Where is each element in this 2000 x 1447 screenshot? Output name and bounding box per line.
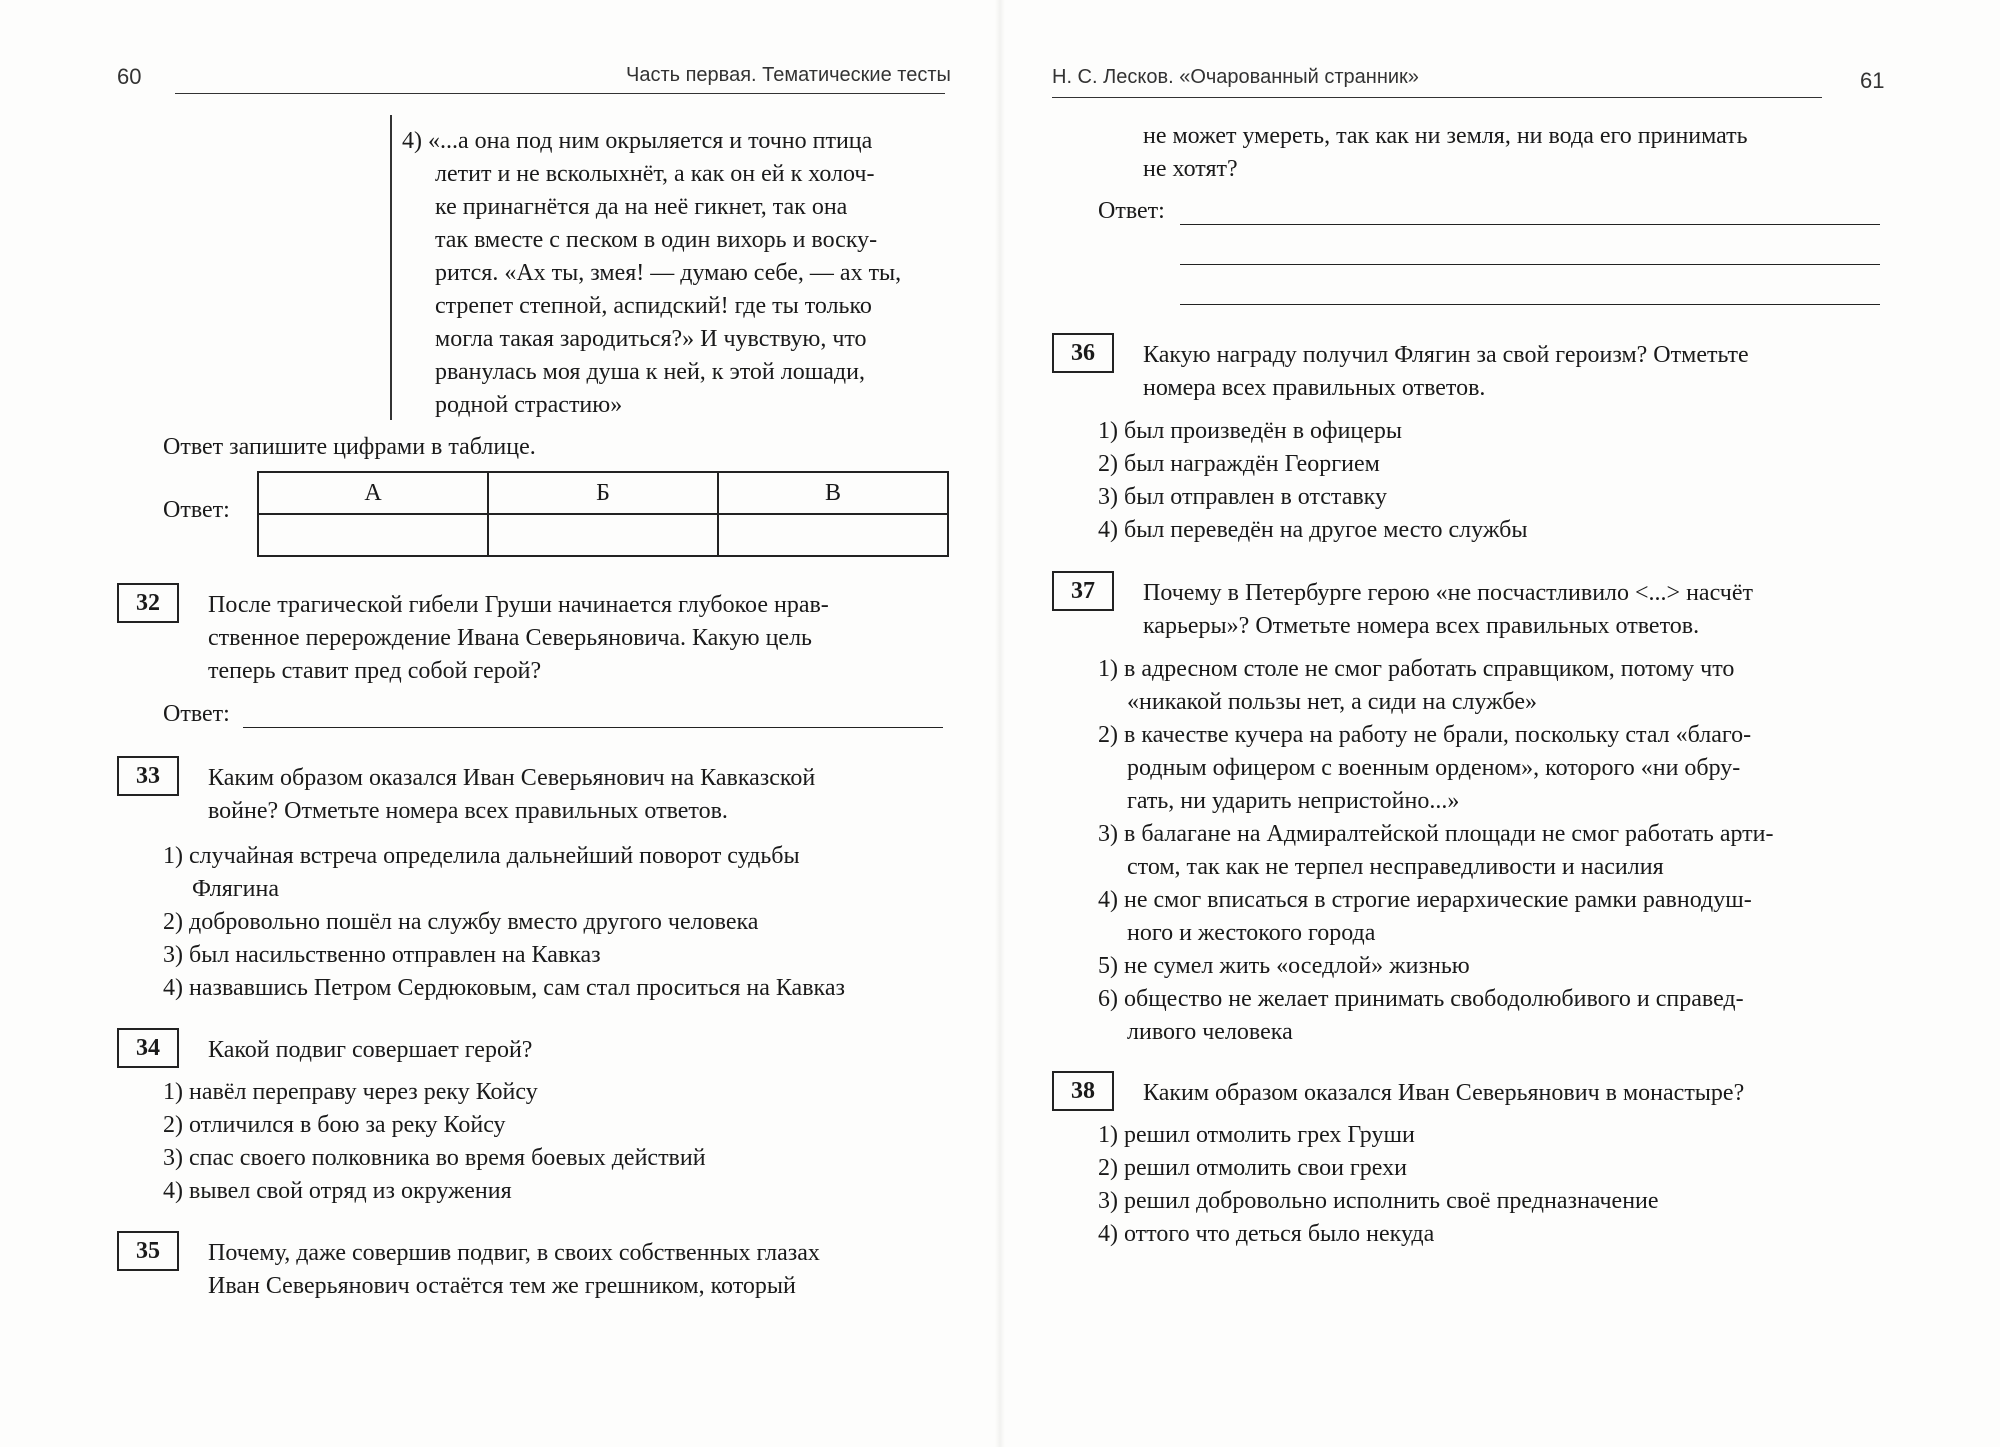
question-number-35: 35 xyxy=(117,1231,179,1271)
table-header-a: А xyxy=(258,472,488,514)
question-text: Каким образом оказался Иван Северьянович в монастыре? xyxy=(1143,1080,1745,1106)
right-page xyxy=(1000,0,2000,1447)
answer-option: «никакой пользы нет, а сиди на службе» xyxy=(1127,689,1537,715)
header-rule-right xyxy=(1052,97,1822,98)
answer-cell-v[interactable] xyxy=(718,514,948,556)
answer-option: 1) случайная встреча определила дальнейший поворот судьбы xyxy=(163,843,800,869)
quote-line: 4) «...а она под ним окрыляется и точно птица xyxy=(402,128,873,154)
answer-option: 4) вывел свой отряд из окружения xyxy=(163,1178,512,1204)
answer-option: родным офицером с военным орденом», которого «ни обру- xyxy=(1127,755,1741,781)
answer-option: ного и жестокого города xyxy=(1127,920,1376,946)
question-number-33: 33 xyxy=(117,756,179,796)
answer-option: 2) отличился в бою за реку Койсу xyxy=(163,1112,506,1138)
question-text: не хотят? xyxy=(1143,156,1238,182)
answer-option: 3) в балагане на Адмиралтейской площади не смог работать арти- xyxy=(1098,821,1774,847)
page-number-left: 60 xyxy=(117,64,142,89)
answer-option: 5) не сумел жить «оседлой» жизнью xyxy=(1098,953,1470,979)
question-number-38: 38 xyxy=(1052,1071,1114,1111)
answer-option: 3) решил добровольно исполнить своё предназначение xyxy=(1098,1188,1659,1214)
quote-bar xyxy=(390,115,392,420)
question-text: Почему, даже совершив подвиг, в своих собственных глазах xyxy=(208,1240,820,1266)
question-text: карьеры»? Отметьте номера всех правильных ответов. xyxy=(1143,613,1700,639)
answer-option: 3) был насильственно отправлен на Кавказ xyxy=(163,942,601,968)
answer-line[interactable] xyxy=(1180,304,1880,305)
quote-line: так вместе с песком в один вихорь и воску- xyxy=(435,227,878,253)
question-text: Каким образом оказался Иван Северьянович на Кавказской xyxy=(208,765,816,791)
answer-table xyxy=(257,471,949,557)
question-text: Какой подвиг совершает герой? xyxy=(208,1037,533,1063)
answer-option: 1) навёл переправу через реку Койсу xyxy=(163,1079,538,1105)
answer-option: 1) был произведён в офицеры xyxy=(1098,418,1403,444)
table-header-b: Б xyxy=(488,472,718,514)
answer-option: 3) был отправлен в отставку xyxy=(1098,484,1387,510)
answer-option: 2) добровольно пошёл на службу вместо другого человека xyxy=(163,909,759,935)
answer-option: гать, ни ударить непристойно...» xyxy=(1127,788,1460,814)
answer-label: Ответ: xyxy=(1098,198,1165,224)
answer-line[interactable] xyxy=(1180,264,1880,265)
question-text: Какую награду получил Флягин за свой героизм? Отметьте xyxy=(1143,342,1749,368)
answer-option: 2) в качестве кучера на работу не брали, поскольку стал «благо- xyxy=(1098,722,1752,748)
table-header-v: В xyxy=(718,472,948,514)
answer-option: 6) общество не желает принимать свободолюбивого и справед- xyxy=(1098,986,1744,1012)
answer-line[interactable] xyxy=(1180,224,1880,225)
question-text: теперь ставит пред собой герой? xyxy=(208,658,542,684)
quote-line: летит и не всколыхнёт, а как он ей к холоч- xyxy=(435,161,875,187)
page-number-right: 61 xyxy=(1860,68,1885,93)
question-text: ственное перерождение Ивана Северьяновича. Какую цель xyxy=(208,625,812,651)
answer-option: 4) назвавшись Петром Сердюковым, сам стал проситься на Кавказ xyxy=(163,975,845,1001)
header-rule-left xyxy=(175,93,945,94)
question-text: Иван Северьянович остаётся тем же грешником, который xyxy=(208,1273,796,1299)
answer-option: ливого человека xyxy=(1127,1019,1293,1045)
answer-option: 2) был награждён Георгием xyxy=(1098,451,1380,477)
answer-option: 4) оттого что деться было некуда xyxy=(1098,1221,1435,1247)
answer-cell-b[interactable] xyxy=(488,514,718,556)
question-text: Почему в Петербурге герою «не посчастливило <...> насчёт xyxy=(1143,580,1753,606)
answer-cell-a[interactable] xyxy=(258,514,488,556)
answer-option: 1) решил отмолить грех Груши xyxy=(1098,1122,1415,1148)
answer-option: Флягина xyxy=(192,876,279,902)
table-instruction: Ответ запишите цифрами в таблице. xyxy=(163,434,536,460)
question-number-36: 36 xyxy=(1052,333,1114,373)
question-text: номера всех правильных ответов. xyxy=(1143,375,1486,401)
answer-line[interactable] xyxy=(243,727,943,728)
answer-option: 2) решил отмолить свои грехи xyxy=(1098,1155,1407,1181)
answer-option: 4) не смог вписаться в строгие иерархические рамки равнодуш- xyxy=(1098,887,1752,913)
answer-option: 1) в адресном столе не смог работать справщиком, потому что xyxy=(1098,656,1735,682)
question-text: войне? Отметьте номера всех правильных ответов. xyxy=(208,798,728,824)
quote-line: ке принагнётся да на неё гикнет, так она xyxy=(435,194,848,220)
quote-line: стрепет степной, аспидский! где ты только xyxy=(435,293,872,319)
question-number-37: 37 xyxy=(1052,571,1114,611)
question-number-32: 32 xyxy=(117,583,179,623)
quote-line: рится. «Ах ты, змея! — думаю себе, — ах ты, xyxy=(435,260,902,286)
quote-line: родной страстию» xyxy=(435,392,623,418)
quote-line: рванулась моя душа к ней, к этой лошади, xyxy=(435,359,865,385)
question-number-34: 34 xyxy=(117,1028,179,1068)
answer-option: 4) был переведён на другое место службы xyxy=(1098,517,1528,543)
running-head-left: Часть первая. Тематические тесты xyxy=(626,64,951,86)
answer-label: Ответ: xyxy=(163,497,230,523)
question-text: не может умереть, так как ни земля, ни вода его принимать xyxy=(1143,123,1748,149)
answer-label: Ответ: xyxy=(163,701,230,727)
quote-line: могла такая зародиться?» И чувствую, что xyxy=(435,326,867,352)
answer-option: 3) спас своего полковника во время боевых действий xyxy=(163,1145,706,1171)
running-head-right: Н. С. Лесков. «Очарованный странник» xyxy=(1052,66,1419,88)
question-text: После трагической гибели Груши начинается глубокое нрав- xyxy=(208,592,829,618)
answer-option: стом, так как не терпел несправедливости и насилия xyxy=(1127,854,1664,880)
